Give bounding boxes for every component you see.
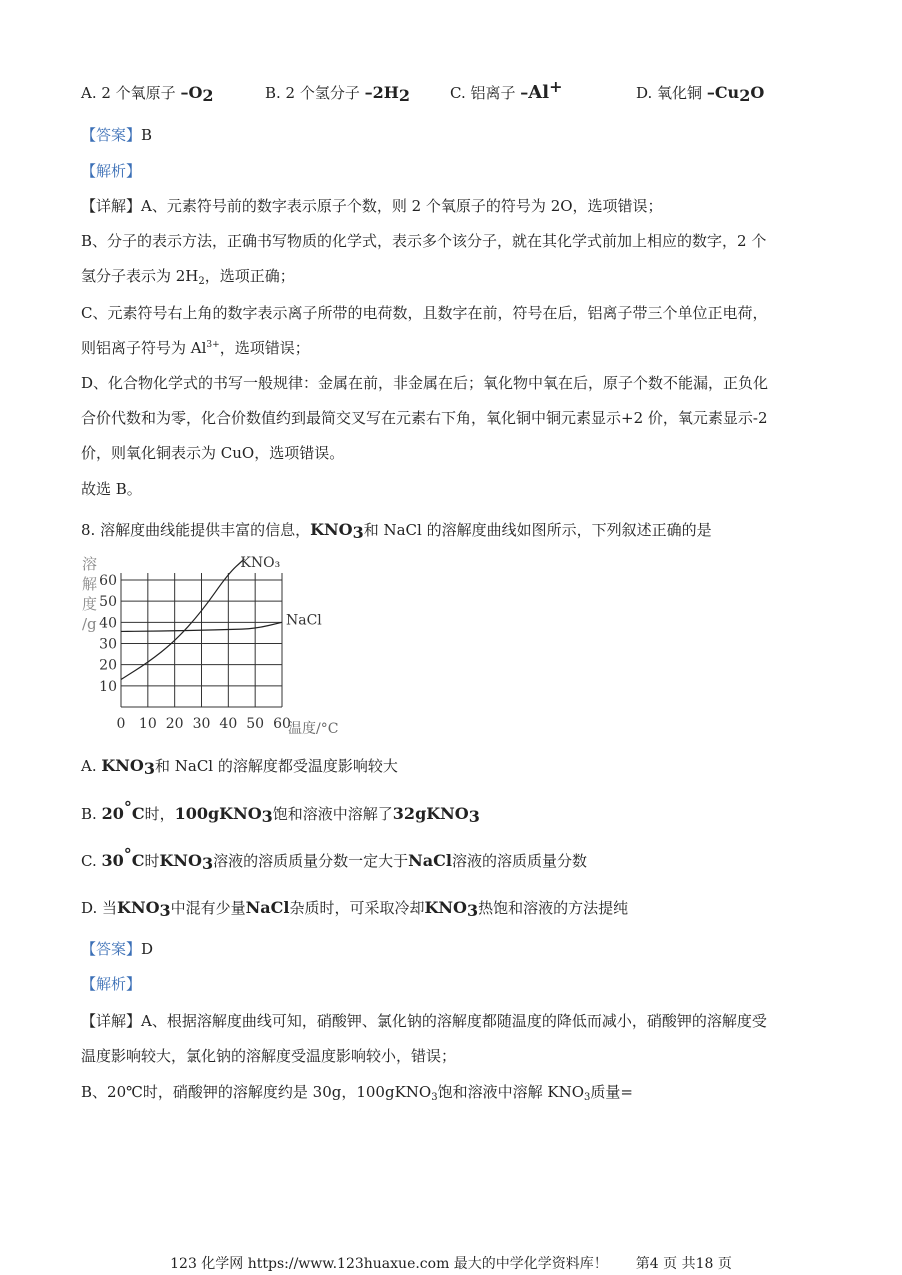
chart-grid xyxy=(121,573,282,707)
series-label-1: NaCl xyxy=(286,612,322,629)
y-tick-label: 30 xyxy=(99,636,117,653)
y-tick-label: 50 xyxy=(99,594,117,611)
q7-option-b: B. 2 个氢分子 $-2H_2$ xyxy=(265,83,411,105)
footer-site: 123 化学网 https://www.123huaxue.com 最大的中学化学资料库！ xyxy=(170,1256,608,1272)
solubility-chart xyxy=(82,552,372,742)
chart-y-label xyxy=(82,555,97,633)
y-label-char: 溶 xyxy=(82,555,98,573)
x-tick-label: 10 xyxy=(138,716,157,732)
q7-detail-line-7: 合价代数和为零，化合价数值约到最简交叉写在元素右下角，氧化铜中铜元素显示+2 价，氧元素显示-2 xyxy=(81,409,768,427)
q8-option-b: B. 20°C时，100gKNO$_3$饱和溶液中溶解了32gKNO$_3$ xyxy=(81,798,480,826)
q8-detail-line-3: B、20℃时，硝酸钾的溶解度约是 30g，100gKNO$_3$饱和溶液中溶解 $KNO_3$质量= xyxy=(81,1083,633,1103)
q8-answer: 【答案】D xyxy=(81,940,154,958)
q7-conclusion: 故选 B。 xyxy=(81,480,142,498)
q7-option-c: C. 铝离子 –Al+ xyxy=(450,77,563,103)
x-tick-label: 60 xyxy=(273,716,291,732)
series-label-0: KNO₃ xyxy=(240,554,281,571)
y-label-char: 度 xyxy=(82,595,98,613)
q8-detail-line-1: 【详解】A、根据溶解度曲线可知，硝酸钾、氯化钠的溶解度都随温度的降低而减小，硝酸钾的溶解度受 xyxy=(81,1012,767,1030)
q7-analysis-tag: 【解析】 xyxy=(81,162,142,180)
chart-y-ticks xyxy=(99,573,117,695)
q7-detail-line-3: 氢分子表示为 $2H_2$，选项正确； xyxy=(81,267,295,287)
q8-option-a: A. $KNO_3$和 NaCl 的溶解度都受温度影响较大 xyxy=(81,756,398,778)
q7-detail-line-2: B、分子的表示方法，正确书写物质的化学式，表示多个该分子，就在其化学式前加上相应的数字，2 个 xyxy=(81,232,767,250)
chart-series xyxy=(121,555,322,680)
q8-stem: 8. 溶解度曲线能提供丰富的信息，$KNO_3$和 NaCl 的溶解度曲线如图所示，下列叙述正确的是 xyxy=(81,520,712,542)
q7-detail-line-4: C、元素符号右上角的数字表示离子所带的电荷数，且数字在前，符号在后，铝离子带三个单位正电荷， xyxy=(81,304,768,322)
x-tick-label: 0 xyxy=(116,716,126,732)
y-tick-label: 10 xyxy=(99,678,117,695)
page-footer xyxy=(0,1253,902,1273)
y-tick-label: 60 xyxy=(99,573,117,589)
x-tick-label: 20 xyxy=(165,716,184,732)
y-label-char: /g xyxy=(82,615,97,633)
chart-x-label: 温度/°C xyxy=(288,721,339,737)
series-line-0 xyxy=(121,559,244,680)
q7-option-a: A. 2 个氧原子 $-O_2$ xyxy=(81,83,214,105)
y-tick-label: 20 xyxy=(99,657,117,674)
x-tick-label: 50 xyxy=(246,716,265,732)
q8-option-c: C. 30°C时$KNO_3$溶液的溶质质量分数一定大于NaCl溶液的溶质质量分数 xyxy=(81,845,587,873)
q7-answer: 【答案】B xyxy=(81,126,153,144)
chart-x-ticks xyxy=(117,716,291,732)
y-tick-label: 40 xyxy=(99,615,117,632)
q8-detail-line-2: 温度影响较大，氯化钠的溶解度受温度影响较小，错误； xyxy=(81,1047,457,1065)
q7-detail-line-6: D、化合物化学式的书写一般规律：金属在前，非金属在后；氧化物中氧在后，原子个数不能漏，正负化 xyxy=(81,374,769,392)
x-tick-label: 40 xyxy=(219,716,238,732)
q7-detail-line-8: 价，则氧化铜表示为 CuO，选项错误。 xyxy=(81,444,345,462)
x-tick-label: 30 xyxy=(192,716,211,732)
q8-analysis-tag: 【解析】 xyxy=(81,975,142,993)
y-label-char: 解 xyxy=(82,575,98,593)
q7-option-d: D. 氧化铜 $-Cu_2O$ xyxy=(636,83,765,105)
footer-page-number: 第4 页 共18 页 xyxy=(635,1256,732,1272)
q7-detail-line-5: 则铝离子符号为 $Al^{3+}$，选项错误； xyxy=(81,339,310,357)
q7-detail-line-1: 【详解】A、元素符号前的数字表示原子个数，则 2 个氧原子的符号为 2O，选项错误； xyxy=(81,197,663,215)
q8-option-d: D. 当$KNO_3$中混有少量NaCl杂质时，可采取冷却$KNO_3$热饱和溶液的方法提纯 xyxy=(81,898,629,920)
